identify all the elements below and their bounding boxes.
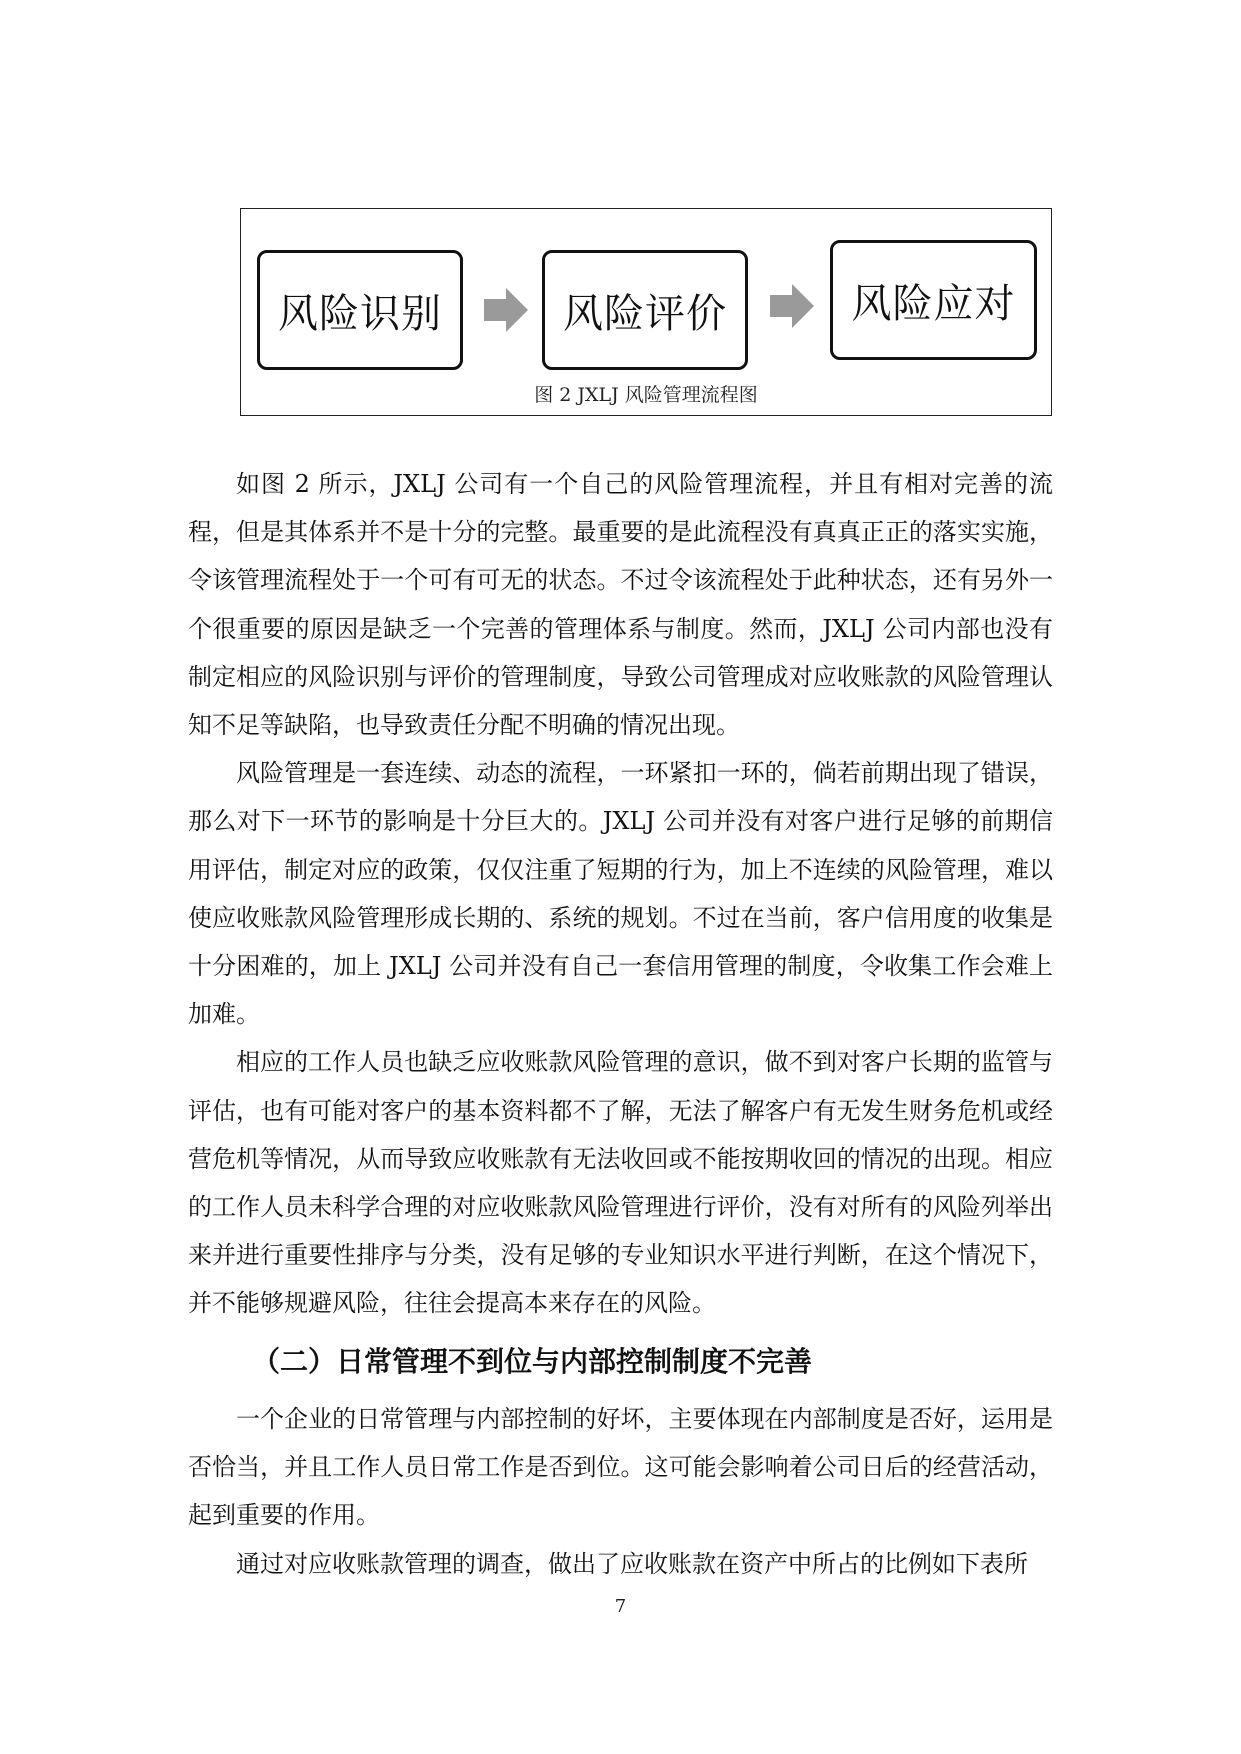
section-heading: （二）日常管理不到位与内部控制制度不完善 — [252, 1345, 813, 1378]
paragraph: 相应的工作人员也缺乏应收账款风险管理的意识，做不到对客户长期的监管与评估，也有可能对客户的基本资料都不了解，无法了解客户有无发生财务危机或经营危机等情况，从而导致应收账款有无法收回或不能按期收回的情况的出现。相应的工作人员未科学合理的对应收账款风险管理进行评价，没有对所有的风险列举出来并进行重要性排序与分类，没有足够的专业知识水平进行判断，在这个情况下，并不能够规避风险，往往会提高本来存在的风险。 — [188, 1048, 1053, 1318]
paragraph: 风险管理是一套连续、动态的流程，一环紧扣一环的，倘若前期出现了错误，那么对下一环节的影响是十分巨大的。JXLJ 公司并没有对客户进行足够的前期信用评估，制定对应的政策，仅仅注重了短期的行为，加上不连续的风险管理，难以使应收账款风险管理形成长期的、系统的规划。不过在当前，客户信用度的收集是十分困难的，加上 JXLJ 公司并没有自己一套信用管理的制度，令收集工作会难上加难。 — [188, 759, 1053, 1029]
paragraph: 如图 2 所示，JXLJ 公司有一个自己的风险管理流程，并且有相对完善的流程，但是其体系并不是十分的完整。最重要的是此流程没有真真正正的落实实施，令该管理流程处于一个可有可无的状态。不过令该流程处于此种状态，还有另外一个很重要的原因是缺乏一个完善的管理体系与制度。然而，JXLJ 公司内部也没有制定相应的风险识别与评价的管理制度，导致公司管理成对应收账款的风险管理认知不足等缺陷，也导致责任分配不明确的情况出现。 — [188, 470, 1053, 740]
flow-box-risk-identification: 风险识别 — [257, 250, 463, 370]
page-number: 7 — [614, 1596, 627, 1617]
body-text — [188, 460, 1053, 1328]
paragraph: 一个企业的日常管理与内部控制的好坏，主要体现在内部制度是否好，运用是否恰当，并且工作人员日常工作是否到位。这可能会影响着公司日后的经营活动，起到重要的作用。 — [188, 1405, 1053, 1530]
figure-caption: 图 2 JXLJ 风险管理流程图 — [534, 384, 758, 406]
right-arrow-icon — [770, 284, 814, 328]
right-arrow-icon — [484, 288, 528, 332]
flow-box-risk-response: 风险应对 — [830, 240, 1037, 360]
paragraph: 通过对应收账款管理的调查，做出了应收账款在资产中所占的比例如下表所 — [236, 1549, 1028, 1578]
body-text-continued — [188, 1395, 1053, 1588]
flow-box-risk-evaluation: 风险评价 — [542, 250, 748, 370]
